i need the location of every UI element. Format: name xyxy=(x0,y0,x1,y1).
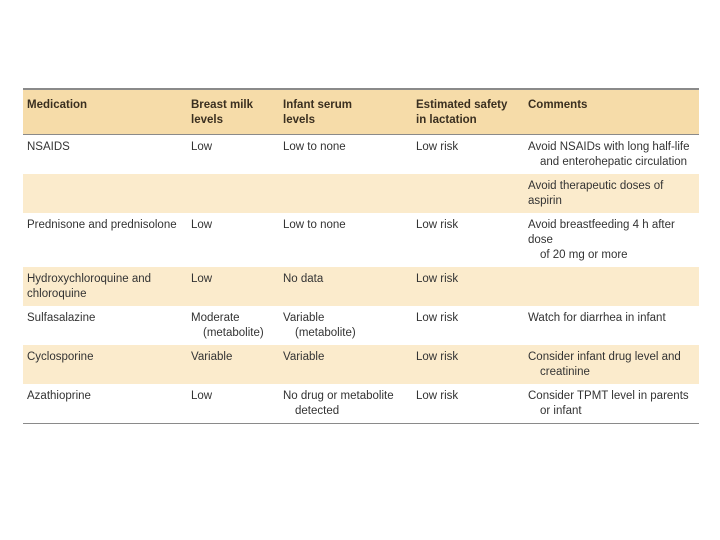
header-medication xyxy=(23,89,187,135)
header-breast-milk-levels xyxy=(187,89,279,135)
safety-value: Low risk xyxy=(416,312,459,324)
safety-value: Low risk xyxy=(416,390,459,402)
cell-breast-milk xyxy=(187,306,279,345)
medication-name: Azathioprine xyxy=(27,390,91,402)
safety-value: Low risk xyxy=(416,219,459,231)
comment-line: and enterohepatic circulation xyxy=(540,156,688,168)
breast-milk-value: Low xyxy=(191,219,213,231)
safety-value: Low risk xyxy=(416,273,459,285)
safety-value: Low risk xyxy=(416,141,459,153)
breast-milk-value: Low xyxy=(191,141,213,153)
table-row xyxy=(23,267,699,306)
cell-safety xyxy=(412,345,524,384)
cell-medication xyxy=(23,135,187,175)
header-breast-milk-line2: levels xyxy=(191,114,223,126)
cell-breast-milk xyxy=(187,174,279,213)
cell-infant-serum xyxy=(279,306,412,345)
breast-milk-value: Low xyxy=(191,390,213,402)
cell-medication xyxy=(23,174,187,213)
cell-safety xyxy=(412,135,524,175)
cell-infant-serum xyxy=(279,384,412,424)
table-row xyxy=(23,384,699,424)
cell-safety xyxy=(412,306,524,345)
infant-serum-value: No data xyxy=(283,273,324,285)
comment-line: Consider TPMT level in parents xyxy=(528,390,689,402)
header-comments xyxy=(524,89,699,135)
safety-value: Low risk xyxy=(416,351,459,363)
header-medication-line1: Medication xyxy=(27,99,88,111)
cell-comments xyxy=(524,174,699,213)
medication-name: NSAIDS xyxy=(27,141,70,153)
cell-comments xyxy=(524,306,699,345)
cell-comments xyxy=(524,213,699,267)
infant-serum-value: (metabolite) xyxy=(295,327,356,339)
cell-comments xyxy=(524,384,699,424)
cell-breast-milk xyxy=(187,267,279,306)
infant-serum-value: Low to none xyxy=(283,141,346,153)
infant-serum-value: No drug or metabolite xyxy=(283,390,394,402)
cell-safety xyxy=(412,267,524,306)
header-breast-milk-line1: Breast milk xyxy=(191,99,254,111)
table-header-row xyxy=(23,89,699,135)
header-infant-serum-levels xyxy=(279,89,412,135)
cell-medication xyxy=(23,384,187,424)
comment-line: of 20 mg or more xyxy=(540,249,628,261)
cell-infant-serum xyxy=(279,213,412,267)
header-infant-serum-line2: levels xyxy=(283,114,315,126)
header-comments-line1: Comments xyxy=(528,99,588,111)
infant-serum-value: Variable xyxy=(283,312,325,324)
table-row xyxy=(23,174,699,213)
table-row xyxy=(23,213,699,267)
comment-line: or infant xyxy=(540,405,582,417)
header-estimated-safety xyxy=(412,89,524,135)
cell-breast-milk xyxy=(187,345,279,384)
infant-serum-value: detected xyxy=(295,405,340,417)
cell-comments xyxy=(524,345,699,384)
breast-milk-value: Variable xyxy=(191,351,233,363)
cell-safety xyxy=(412,384,524,424)
cell-comments xyxy=(524,267,699,306)
medication-table xyxy=(23,88,699,424)
table-row xyxy=(23,135,699,175)
medication-name: Hydroxychloroquine and chloroquine xyxy=(27,273,152,300)
comment-line: creatinine xyxy=(540,366,590,378)
cell-breast-milk xyxy=(187,213,279,267)
cell-infant-serum xyxy=(279,174,412,213)
table-row xyxy=(23,306,699,345)
comment-line: Avoid therapeutic doses of aspirin xyxy=(528,180,664,207)
breast-milk-value: Moderate xyxy=(191,312,240,324)
comment-line: Consider infant drug level and xyxy=(528,351,681,363)
cell-safety xyxy=(412,174,524,213)
cell-medication xyxy=(23,345,187,384)
cell-breast-milk xyxy=(187,135,279,175)
breast-milk-value: Low xyxy=(191,273,213,285)
cell-infant-serum xyxy=(279,267,412,306)
cell-safety xyxy=(412,213,524,267)
cell-medication xyxy=(23,306,187,345)
comment-line: Avoid breastfeeding 4 h after dose xyxy=(528,219,675,246)
medication-name: Prednisone and prednisolone xyxy=(27,219,177,231)
medication-name: Cyclosporine xyxy=(27,351,94,363)
comment-line: Watch for diarrhea in infant xyxy=(528,312,666,324)
cell-comments xyxy=(524,135,699,175)
header-safety-line2: in lactation xyxy=(416,114,477,126)
comment-line: Avoid NSAIDs with long half-life xyxy=(528,141,690,153)
cell-breast-milk xyxy=(187,384,279,424)
lactation-safety-table xyxy=(23,88,699,424)
cell-infant-serum xyxy=(279,345,412,384)
cell-medication xyxy=(23,267,187,306)
infant-serum-value: Low to none xyxy=(283,219,346,231)
breast-milk-value: (metabolite) xyxy=(203,327,264,339)
header-safety-line1: Estimated safety xyxy=(416,99,508,111)
cell-medication xyxy=(23,213,187,267)
medication-name: Sulfasalazine xyxy=(27,312,96,324)
cell-infant-serum xyxy=(279,135,412,175)
infant-serum-value: Variable xyxy=(283,351,325,363)
header-infant-serum-line1: Infant serum xyxy=(283,99,353,111)
table-row xyxy=(23,345,699,384)
